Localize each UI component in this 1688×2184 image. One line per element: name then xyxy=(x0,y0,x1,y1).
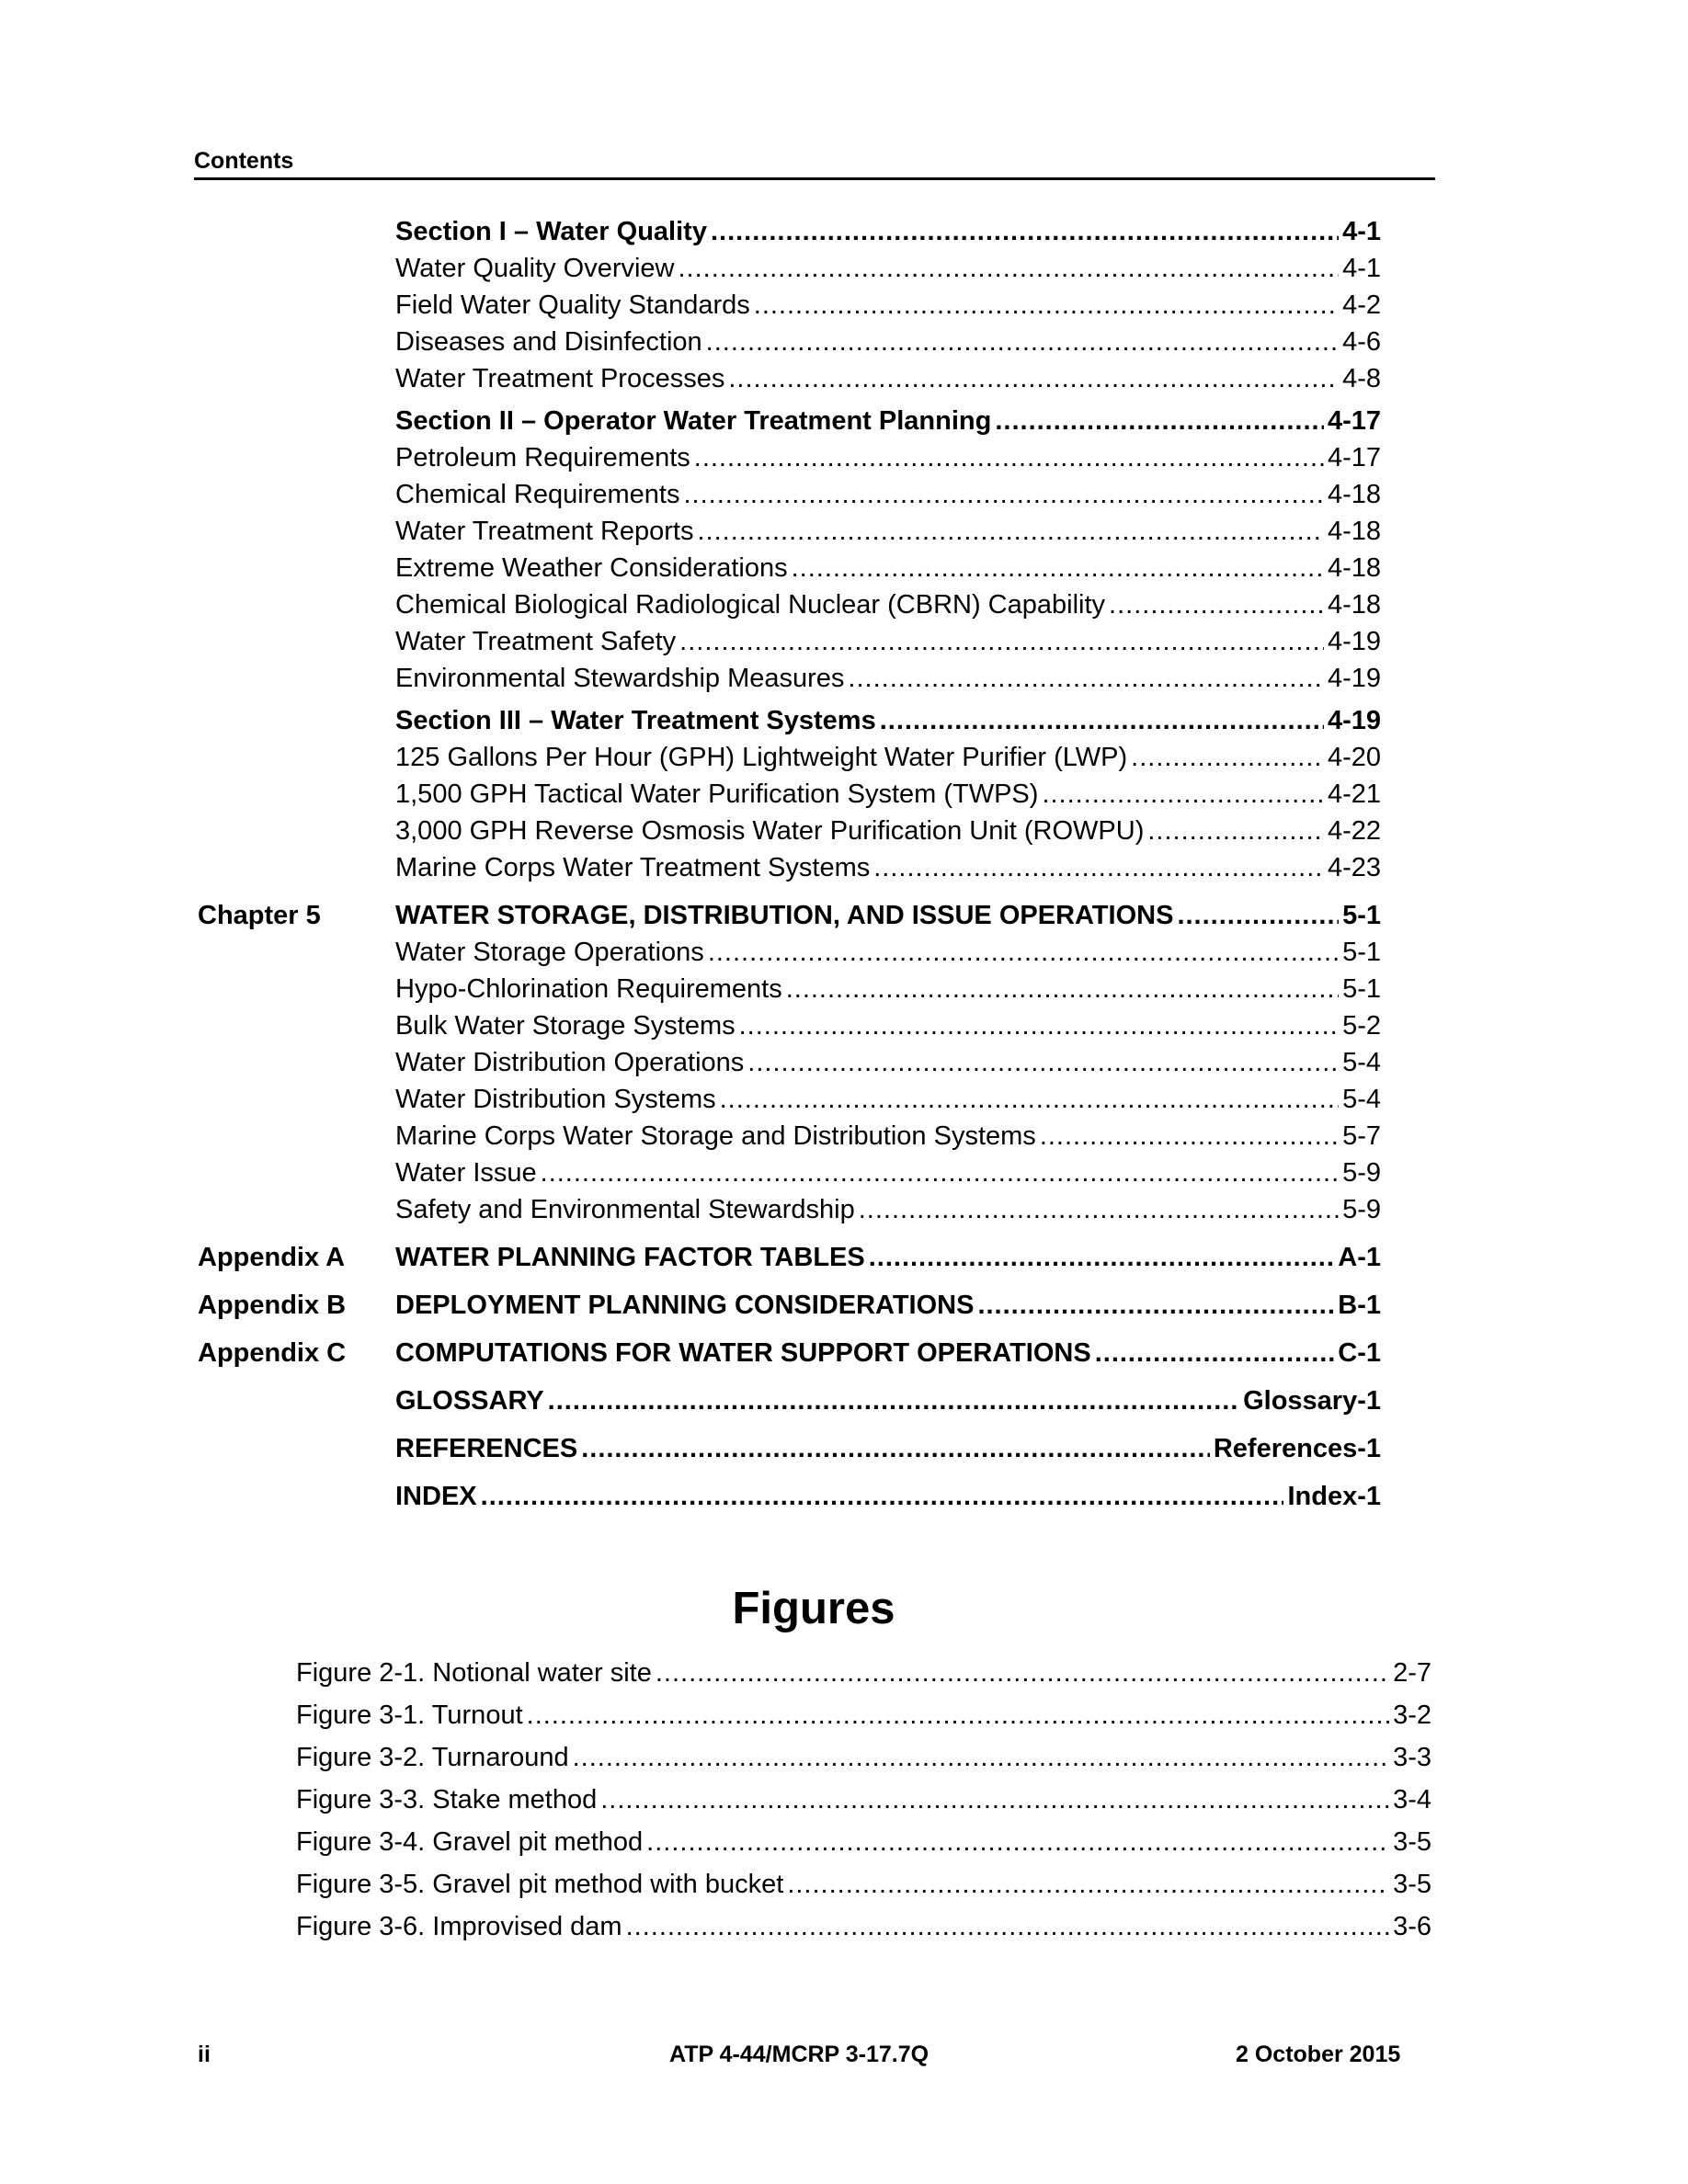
dot-leader xyxy=(541,1155,1339,1191)
dot-leader xyxy=(859,1191,1339,1228)
toc-entry[interactable] xyxy=(395,1478,1381,1515)
toc-entry[interactable] xyxy=(395,213,1381,250)
toc-entry[interactable] xyxy=(395,1081,1381,1118)
toc-entry[interactable] xyxy=(395,287,1381,324)
toc-entry-page: 5-4 xyxy=(1342,1085,1381,1114)
dot-leader xyxy=(787,1866,1389,1903)
toc-entry-title: Marine Corps Water Treatment Systems xyxy=(395,853,871,882)
dot-leader xyxy=(626,1908,1389,1945)
dot-leader xyxy=(728,360,1339,397)
toc-entry-title: Water Storage Operations xyxy=(395,938,704,967)
toc-entry[interactable] xyxy=(395,1287,1381,1324)
toc-entry-page: Index-1 xyxy=(1287,1482,1381,1511)
figure-entry-title: Figure 2-1. Notional water site xyxy=(296,1658,652,1688)
toc-entry-page: 4-18 xyxy=(1327,480,1381,509)
toc-entry-page: 5-9 xyxy=(1342,1195,1381,1224)
toc-entry-title: Field Water Quality Standards xyxy=(395,290,750,320)
toc-entry-page: 4-23 xyxy=(1327,853,1381,882)
toc-entry-title: Water Treatment Processes xyxy=(395,364,725,393)
toc-entry-title: 3,000 GPH Reverse Osmosis Water Purification Unit (ROWPU) xyxy=(395,816,1145,846)
figure-entry-page: 3-3 xyxy=(1393,1743,1431,1772)
toc-entry-title: Environmental Stewardship Measures xyxy=(395,664,845,693)
toc-entry-page: 4-20 xyxy=(1327,743,1381,772)
toc-entry[interactable] xyxy=(395,776,1381,813)
dot-leader xyxy=(706,324,1339,360)
dot-leader xyxy=(786,971,1339,1007)
toc-entry[interactable] xyxy=(395,1430,1381,1467)
dot-leader xyxy=(873,849,1324,886)
toc-side-label: Appendix B xyxy=(198,1291,347,1320)
dot-leader xyxy=(527,1697,1389,1734)
toc-entry-title: WATER PLANNING FACTOR TABLES xyxy=(395,1243,865,1272)
toc-entry-title: COMPUTATIONS FOR WATER SUPPORT OPERATIONS xyxy=(395,1338,1091,1368)
dot-leader xyxy=(679,623,1324,660)
dot-leader xyxy=(720,1081,1339,1118)
dot-leader xyxy=(581,1430,1210,1467)
dot-leader xyxy=(1109,586,1324,623)
toc-entry-title: Extreme Weather Considerations xyxy=(395,553,788,583)
figure-entry-page: 3-5 xyxy=(1393,1870,1431,1899)
toc-entry-page: 4-19 xyxy=(1327,664,1381,693)
dot-leader xyxy=(880,702,1324,739)
toc-entry-page: 4-8 xyxy=(1342,364,1381,393)
dot-leader xyxy=(1042,776,1324,813)
figure-entry-page: 3-6 xyxy=(1393,1912,1431,1941)
dot-leader xyxy=(848,660,1324,697)
toc-entry[interactable] xyxy=(395,1044,1381,1081)
toc-entry-title: Safety and Environmental Stewardship xyxy=(395,1195,855,1224)
figure-entry[interactable] xyxy=(296,1866,1431,1903)
dot-leader xyxy=(646,1824,1389,1860)
toc-entry-title: Diseases and Disinfection xyxy=(395,327,702,357)
toc-entry-page: 5-9 xyxy=(1342,1158,1381,1188)
toc-entry[interactable] xyxy=(395,586,1381,623)
dot-leader xyxy=(679,250,1340,287)
figure-entry[interactable] xyxy=(296,1824,1431,1860)
figure-entry-title: Figure 3-5. Gravel pit method with bucket xyxy=(296,1870,784,1899)
toc-entry-page: 5-2 xyxy=(1342,1011,1381,1041)
toc-entry-page: 4-18 xyxy=(1327,590,1381,620)
figure-entry-title: Figure 3-3. Stake method xyxy=(296,1785,598,1814)
toc-entry-page: 4-2 xyxy=(1342,290,1381,320)
figure-entry-page: 3-4 xyxy=(1393,1785,1431,1814)
toc-entry-title: Water Distribution Systems xyxy=(395,1085,716,1114)
toc-entry-title: DEPLOYMENT PLANNING CONSIDERATIONS xyxy=(395,1291,975,1320)
toc-entry-title: Water Quality Overview xyxy=(395,254,675,283)
toc-entry-page: 4-18 xyxy=(1327,553,1381,583)
toc-entry-title: Chemical Requirements xyxy=(395,480,680,509)
toc-entry-page: C-1 xyxy=(1338,1338,1381,1368)
figure-entry-title: Figure 3-2. Turnaround xyxy=(296,1743,569,1772)
dot-leader xyxy=(656,1655,1389,1691)
toc-entry-page: References-1 xyxy=(1213,1434,1381,1463)
dot-leader xyxy=(573,1739,1389,1776)
figure-entry-page: 3-5 xyxy=(1393,1827,1431,1857)
toc-entry[interactable] xyxy=(395,660,1381,697)
toc-entry-title: Petroleum Requirements xyxy=(395,443,690,472)
dot-leader xyxy=(708,934,1339,971)
toc-entry-title: INDEX xyxy=(395,1482,477,1511)
toc-entry-title: Water Treatment Safety xyxy=(395,627,677,656)
toc-side-label: Appendix A xyxy=(198,1243,346,1272)
toc-entry[interactable] xyxy=(395,1382,1381,1419)
toc-entry[interactable] xyxy=(395,1335,1381,1371)
header-rule xyxy=(194,177,1435,180)
toc-entry[interactable] xyxy=(395,513,1381,550)
dot-leader xyxy=(1131,739,1324,776)
toc-entry[interactable] xyxy=(395,403,1381,439)
toc-entry[interactable] xyxy=(395,702,1381,739)
running-header: Contents xyxy=(194,148,294,174)
toc-entry-page: 4-17 xyxy=(1327,406,1381,436)
dot-leader xyxy=(995,403,1324,439)
toc-entry-page: 4-21 xyxy=(1327,779,1381,809)
toc-entry[interactable] xyxy=(395,360,1381,397)
toc-entry[interactable] xyxy=(395,1191,1381,1228)
figure-entry-page: 3-2 xyxy=(1393,1701,1431,1730)
toc-entry[interactable] xyxy=(395,813,1381,849)
figure-entry[interactable] xyxy=(296,1781,1431,1818)
toc-entry-page: 5-1 xyxy=(1342,938,1381,967)
toc-entry[interactable] xyxy=(395,1239,1381,1276)
toc-entry-title: WATER STORAGE, DISTRIBUTION, AND ISSUE OPERATIONS xyxy=(395,901,1174,930)
toc-entry[interactable] xyxy=(395,1007,1381,1044)
toc-entry-page: 4-19 xyxy=(1327,706,1381,735)
dot-leader xyxy=(481,1478,1284,1515)
toc-entry-page: 4-22 xyxy=(1327,816,1381,846)
toc-entry-title: Water Treatment Reports xyxy=(395,517,694,546)
toc-entry[interactable] xyxy=(395,324,1381,360)
figure-entry-page: 2-7 xyxy=(1393,1658,1431,1688)
dot-leader xyxy=(1095,1335,1335,1371)
toc-entry-title: Section III – Water Treatment Systems xyxy=(395,706,876,735)
figures-heading: Figures xyxy=(732,1584,895,1633)
figure-entry[interactable] xyxy=(296,1908,1431,1945)
toc-entry-title: REFERENCES xyxy=(395,1434,578,1463)
dot-leader xyxy=(694,439,1324,476)
toc-entry-title: Bulk Water Storage Systems xyxy=(395,1011,736,1041)
footer-date: 2 October 2015 xyxy=(1236,2042,1401,2067)
dot-leader xyxy=(1177,897,1339,934)
dot-leader xyxy=(1040,1118,1339,1155)
dot-leader xyxy=(792,550,1324,586)
toc-entry-page: A-1 xyxy=(1338,1243,1381,1272)
toc-entry-page: 5-4 xyxy=(1342,1048,1381,1077)
figure-entry-title: Figure 3-6. Improvised dam xyxy=(296,1912,622,1941)
dot-leader xyxy=(683,476,1323,513)
toc-entry[interactable] xyxy=(395,623,1381,660)
dot-leader xyxy=(697,513,1323,550)
toc-entry-page: 5-7 xyxy=(1342,1121,1381,1151)
toc-entry-page: 4-19 xyxy=(1327,627,1381,656)
footer-publication: ATP 4-44/MCRP 3-17.7Q xyxy=(669,2042,930,2067)
toc-entry[interactable] xyxy=(395,476,1381,513)
toc-entry[interactable] xyxy=(395,971,1381,1007)
dot-leader xyxy=(711,213,1339,250)
toc-entry-title: Section II – Operator Water Treatment Planning xyxy=(395,406,992,436)
toc-entry-page: 4-18 xyxy=(1327,517,1381,546)
toc-entry-page: 4-17 xyxy=(1327,443,1381,472)
toc-entry[interactable] xyxy=(395,550,1381,586)
toc-entry-page: 4-1 xyxy=(1342,217,1381,246)
toc-entry[interactable] xyxy=(395,897,1381,934)
figure-entry-title: Figure 3-1. Turnout xyxy=(296,1701,523,1730)
dot-leader xyxy=(739,1007,1339,1044)
toc-entry-title: Hypo-Chlorination Requirements xyxy=(395,974,782,1004)
figure-entry[interactable] xyxy=(296,1697,1431,1734)
toc-side-label: Chapter 5 xyxy=(198,901,321,930)
toc-side-label: Appendix C xyxy=(198,1338,347,1368)
toc-entry[interactable] xyxy=(395,1155,1381,1191)
figure-entry-title: Figure 3-4. Gravel pit method xyxy=(296,1827,644,1857)
toc-entry-page: 5-1 xyxy=(1342,974,1381,1004)
toc-entry-page: 5-1 xyxy=(1342,901,1381,930)
dot-leader xyxy=(548,1382,1239,1419)
dot-leader xyxy=(600,1781,1389,1818)
toc-entry-title: Water Distribution Operations xyxy=(395,1048,745,1077)
toc-entry-page: 4-6 xyxy=(1342,327,1381,357)
toc-entry[interactable] xyxy=(395,934,1381,971)
footer-page-number: ii xyxy=(198,2042,211,2067)
toc-entry-title: Marine Corps Water Storage and Distribution Systems xyxy=(395,1121,1036,1151)
toc-entry-title: Section I – Water Quality xyxy=(395,217,707,246)
toc-entry-title: 125 Gallons Per Hour (GPH) Lightweight Water Purifier (LWP) xyxy=(395,743,1128,772)
toc-entry-title: Chemical Biological Radiological Nuclear (CBRN) Capability xyxy=(395,590,1106,620)
figure-entry[interactable] xyxy=(296,1739,1431,1776)
toc-entry-page: Glossary-1 xyxy=(1243,1386,1381,1416)
toc-entry-title: GLOSSARY xyxy=(395,1386,544,1416)
dot-leader xyxy=(1147,813,1324,849)
dot-leader xyxy=(977,1287,1334,1324)
dot-leader xyxy=(747,1044,1339,1081)
toc-entry[interactable] xyxy=(395,849,1381,886)
toc-entry[interactable] xyxy=(395,1118,1381,1155)
toc-entry[interactable] xyxy=(395,739,1381,776)
toc-entry-page: B-1 xyxy=(1338,1291,1381,1320)
dot-leader xyxy=(754,287,1339,324)
dot-leader xyxy=(869,1239,1335,1276)
toc-entry-title: 1,500 GPH Tactical Water Purification System (TWPS) xyxy=(395,779,1039,809)
toc-entry[interactable] xyxy=(395,250,1381,287)
figure-entry[interactable] xyxy=(296,1655,1431,1691)
toc-entry-page: 4-1 xyxy=(1342,254,1381,283)
toc-entry[interactable] xyxy=(395,439,1381,476)
toc-entry-title: Water Issue xyxy=(395,1158,537,1188)
